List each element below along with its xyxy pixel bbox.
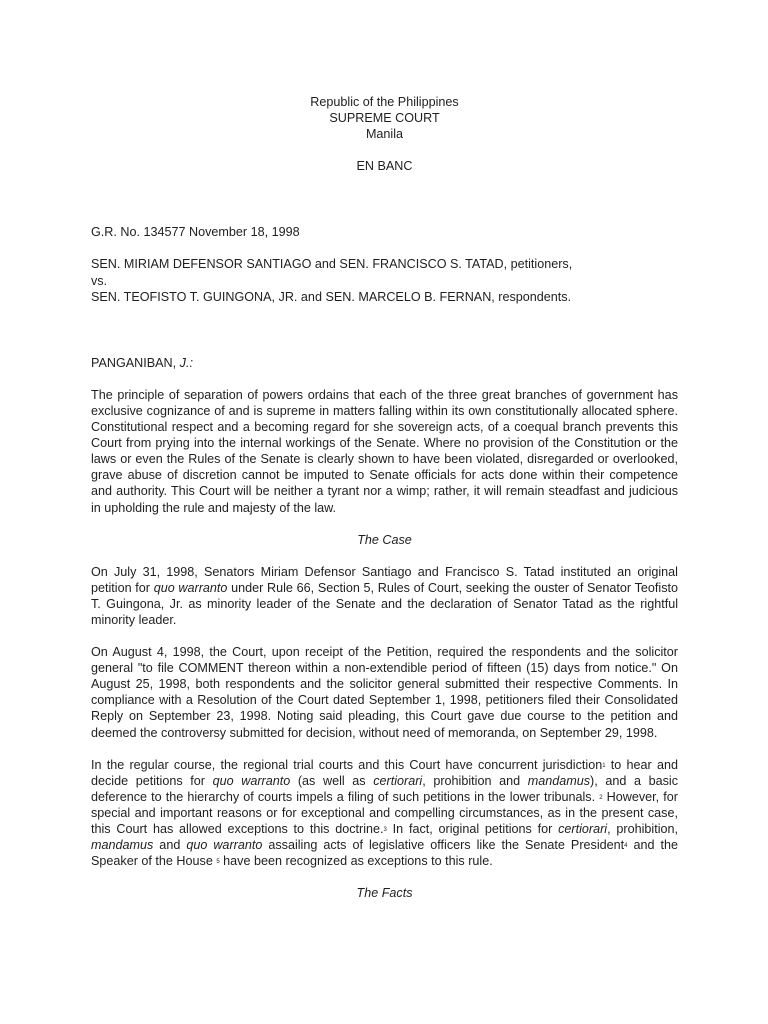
case-respondents: SEN. TEOFISTO T. GUINGONA, JR. and SEN. MARCELO B. FERNAN, respondents. [91, 289, 572, 304]
footnote-2-link[interactable]: 2 [599, 794, 603, 801]
case-petitioners: SEN. MIRIAM DEFENSOR SANTIAGO and SEN. FRANCISCO S. TATAD, petitioners, [91, 257, 573, 272]
header-division: EN BANC [356, 159, 413, 174]
heading-the-facts: The Facts [356, 886, 413, 901]
ponente-name: PANGANIBAN, [91, 355, 180, 370]
footnote-5-link[interactable]: 5 [216, 859, 220, 866]
paragraph-jurisdiction: In the regular course, the regional trial courts and this Court have concurrent jurisdiction$^1$ to hear and decide petitions for quo warranto (as well as certiorari, prohibition and mandamus), and a basic deference to the hierarchy of courts impels a filing of such petitions in the lower tribunals. $^2$ However, for special and important reasons or for exceptional and compelling circumstances, as in the present case, this Court has allowed exceptions to this doctrine.$^3$ In fact, original petitions for certiorari, prohibition, mandamus and quo warranto assailing acts of legislative officers like the Senate President$^4$ and the Speaker of the House $^5$ have been recognized as exceptions to this rule. [91, 757, 679, 869]
heading-the-case: The Case [357, 532, 412, 547]
header-city: Manila [365, 127, 404, 142]
header-court: SUPREME COURT [329, 111, 440, 126]
footnote-3-link[interactable]: 3 [383, 827, 387, 833]
document-page [91, 94, 678, 901]
case-vs: vs. [91, 273, 108, 288]
case-number: G.R. No. 134577 November 18, 1998 [91, 225, 300, 240]
footnote-4-link[interactable]: 4 [624, 843, 628, 850]
ponente [91, 355, 678, 371]
footnote-1-link[interactable]: 1 [602, 762, 606, 769]
ponente-title: J.: [179, 355, 193, 370]
court-header [91, 94, 678, 174]
paragraph-procedure: On August 4, 1998, the Court, upon receipt of the Petition, required the respondents and the solicitor general "to file COMMENT thereon within a non-extendible period of fifteen (15) days from notice." On August 25, 1998, both respondents and the solicitor general submitted their respective Comments. In compliance with a Resolution of the Court dated September 1, 1998, petitioners filed their Consolidated Reply on September 23, 1998. Noting said pleading, this Court gave due course to the petition and deemed the controversy submitted for decision, without need of memoranda, on September 29, 1998. [91, 645, 678, 740]
header-republic: Republic of the Philippines [310, 95, 459, 109]
paragraph-intro: The principle of separation of powers ordains that each of the three great branches of government has exclusive cognizance of and is supreme in matters falling within its own constitutionally allocated sphere. Constitutional respect and a becoming regard for she sovereign acts, of a coequal branch prevents this Court from prying into the internal workings of the Senate. Where no provision of the Constitution or the laws or even the Rules of the Senate is clearly shown to have been violated, disregarded or overlooked, grave abuse of discretion cannot be imputed to Senate officials for acts done within their competence and authority. This Court will be neither a tyrant nor a wimp; rather, it will remain steadfast and judicious in upholding the rule and majesty of the law. [91, 387, 678, 515]
paragraph-case-filing: On July 31, 1998, Senators Miriam Defensor Santiago and Francisco S. Tatad instituted an original petition for quo warranto under Rule 66, Section 5, Rules of Court, seeking the ouster of Senator Teofisto T. Guingona, Jr. as minority leader of the Senate and the declaration of Senator Tatad as the rightful minority leader. [91, 564, 678, 627]
